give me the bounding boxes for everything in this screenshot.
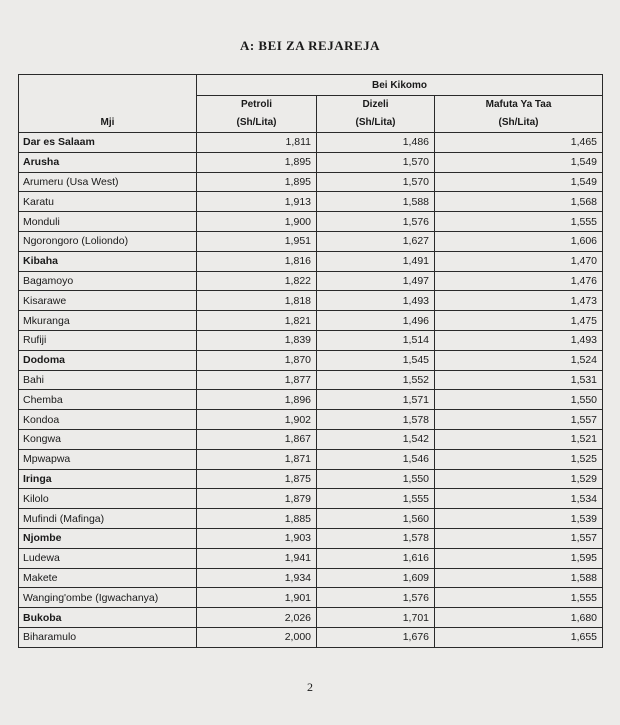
cell-dizeli: 1,514 [317, 330, 435, 350]
cell-mji: Chemba [19, 390, 197, 410]
cell-mji: Ludewa [19, 548, 197, 568]
cell-petroli: 1,903 [197, 528, 317, 548]
column-header-dizeli-label: Dizeli [362, 99, 389, 110]
table-row [19, 588, 603, 608]
cell-mji: Ngorongoro (Loliondo) [19, 231, 197, 251]
price-table-container [18, 74, 602, 648]
cell-mji: Kibaha [19, 251, 197, 271]
page-number: 2 [307, 680, 313, 694]
page-title: A: BEI ZA REJAREJA [239, 38, 381, 53]
cell-dizeli: 1,576 [317, 588, 435, 608]
column-header-mji: Mji [19, 75, 197, 133]
cell-mji: Kondoa [19, 410, 197, 430]
cell-dizeli: 1,560 [317, 509, 435, 529]
cell-mafuta: 1,539 [435, 509, 603, 529]
table-row [19, 311, 603, 331]
table-row [19, 370, 603, 390]
cell-mafuta: 1,473 [435, 291, 603, 311]
cell-mji: Mufindi (Mafinga) [19, 509, 197, 529]
table-row [19, 548, 603, 568]
column-header-dizeli [317, 96, 435, 133]
table-row [19, 192, 603, 212]
cell-petroli: 2,000 [197, 627, 317, 647]
cell-petroli: 1,821 [197, 311, 317, 331]
table-row [19, 133, 603, 153]
table-row [19, 152, 603, 172]
cell-dizeli: 1,497 [317, 271, 435, 291]
cell-mafuta: 1,470 [435, 251, 603, 271]
cell-mafuta: 1,557 [435, 528, 603, 548]
table-body [19, 133, 603, 648]
cell-dizeli: 1,546 [317, 449, 435, 469]
column-header-dizeli-unit: (Sh/Lita) [355, 117, 396, 128]
table-row [19, 350, 603, 370]
cell-dizeli: 1,570 [317, 172, 435, 192]
table-row [19, 469, 603, 489]
cell-dizeli: 1,578 [317, 528, 435, 548]
cell-mafuta: 1,525 [435, 449, 603, 469]
cell-mji: Bukoba [19, 608, 197, 628]
column-header-petroli [197, 96, 317, 133]
cell-petroli: 1,896 [197, 390, 317, 410]
cell-mafuta: 1,493 [435, 330, 603, 350]
cell-dizeli: 1,609 [317, 568, 435, 588]
cell-mafuta: 1,655 [435, 627, 603, 647]
cell-mji: Bahi [19, 370, 197, 390]
cell-mafuta: 1,534 [435, 489, 603, 509]
cell-mji: Dodoma [19, 350, 197, 370]
cell-dizeli: 1,491 [317, 251, 435, 271]
cell-dizeli: 1,542 [317, 429, 435, 449]
cell-dizeli: 1,576 [317, 212, 435, 232]
column-header-petroli-unit: (Sh/Lita) [236, 117, 277, 128]
cell-dizeli: 1,570 [317, 152, 435, 172]
cell-petroli: 1,879 [197, 489, 317, 509]
cell-mji: Dar es Salaam [19, 133, 197, 153]
table-row [19, 271, 603, 291]
cell-mafuta: 1,550 [435, 390, 603, 410]
cell-mji: Mkuranga [19, 311, 197, 331]
cell-mji: Kisarawe [19, 291, 197, 311]
table-row [19, 212, 603, 232]
cell-mafuta: 1,476 [435, 271, 603, 291]
table-row [19, 390, 603, 410]
cell-dizeli: 1,627 [317, 231, 435, 251]
cell-mafuta: 1,529 [435, 469, 603, 489]
cell-mafuta: 1,588 [435, 568, 603, 588]
table-row [19, 251, 603, 271]
cell-petroli: 1,885 [197, 509, 317, 529]
cell-mji: Iringa [19, 469, 197, 489]
cell-mafuta: 1,465 [435, 133, 603, 153]
table-row [19, 608, 603, 628]
cell-mafuta: 1,555 [435, 212, 603, 232]
cell-mji: Njombe [19, 528, 197, 548]
group-header-bei-kikomo: Bei Kikomo [197, 75, 603, 96]
cell-petroli: 2,026 [197, 608, 317, 628]
cell-dizeli: 1,676 [317, 627, 435, 647]
cell-mafuta: 1,680 [435, 608, 603, 628]
table-row [19, 528, 603, 548]
cell-petroli: 1,900 [197, 212, 317, 232]
cell-mji: Mpwapwa [19, 449, 197, 469]
cell-mji: Arumeru (Usa West) [19, 172, 197, 192]
cell-petroli: 1,895 [197, 152, 317, 172]
cell-mji: Arusha [19, 152, 197, 172]
cell-petroli: 1,871 [197, 449, 317, 469]
cell-dizeli: 1,571 [317, 390, 435, 410]
cell-petroli: 1,816 [197, 251, 317, 271]
table-row [19, 429, 603, 449]
cell-mji: Kongwa [19, 429, 197, 449]
cell-petroli: 1,818 [197, 291, 317, 311]
cell-petroli: 1,902 [197, 410, 317, 430]
cell-dizeli: 1,493 [317, 291, 435, 311]
cell-dizeli: 1,555 [317, 489, 435, 509]
column-header-mafuta-unit: (Sh/Lita) [498, 117, 539, 128]
table-row [19, 627, 603, 647]
cell-petroli: 1,913 [197, 192, 317, 212]
cell-mafuta: 1,606 [435, 231, 603, 251]
cell-mafuta: 1,531 [435, 370, 603, 390]
table-row [19, 231, 603, 251]
cell-mji: Makete [19, 568, 197, 588]
cell-petroli: 1,951 [197, 231, 317, 251]
cell-dizeli: 1,552 [317, 370, 435, 390]
cell-mafuta: 1,524 [435, 350, 603, 370]
cell-petroli: 1,941 [197, 548, 317, 568]
cell-mji: Wanging'ombe (Igwachanya) [19, 588, 197, 608]
cell-petroli: 1,870 [197, 350, 317, 370]
cell-dizeli: 1,496 [317, 311, 435, 331]
cell-mji: Kilolo [19, 489, 197, 509]
cell-mafuta: 1,549 [435, 152, 603, 172]
cell-dizeli: 1,486 [317, 133, 435, 153]
cell-petroli: 1,822 [197, 271, 317, 291]
table-row [19, 449, 603, 469]
cell-petroli: 1,875 [197, 469, 317, 489]
table-row [19, 568, 603, 588]
cell-dizeli: 1,578 [317, 410, 435, 430]
cell-dizeli: 1,616 [317, 548, 435, 568]
cell-petroli: 1,895 [197, 172, 317, 192]
table-row [19, 509, 603, 529]
cell-mji: Karatu [19, 192, 197, 212]
column-header-petroli-label: Petroli [240, 99, 273, 110]
cell-mafuta: 1,555 [435, 588, 603, 608]
table-row [19, 330, 603, 350]
cell-mji: Bagamoyo [19, 271, 197, 291]
cell-petroli: 1,901 [197, 588, 317, 608]
cell-dizeli: 1,550 [317, 469, 435, 489]
cell-mafuta: 1,595 [435, 548, 603, 568]
cell-mafuta: 1,549 [435, 172, 603, 192]
cell-mafuta: 1,521 [435, 429, 603, 449]
column-header-mafuta-label: Mafuta Ya Taa [485, 99, 552, 110]
cell-mji: Biharamulo [19, 627, 197, 647]
cell-petroli: 1,934 [197, 568, 317, 588]
price-table [18, 74, 603, 648]
cell-mafuta: 1,475 [435, 311, 603, 331]
table-row [19, 489, 603, 509]
cell-dizeli: 1,588 [317, 192, 435, 212]
table-row [19, 410, 603, 430]
cell-mafuta: 1,557 [435, 410, 603, 430]
cell-mji: Monduli [19, 212, 197, 232]
cell-petroli: 1,877 [197, 370, 317, 390]
column-header-mafuta-ya-taa [435, 96, 603, 133]
cell-mji: Rufiji [19, 330, 197, 350]
cell-dizeli: 1,545 [317, 350, 435, 370]
table-row [19, 291, 603, 311]
table-row [19, 172, 603, 192]
cell-dizeli: 1,701 [317, 608, 435, 628]
cell-petroli: 1,811 [197, 133, 317, 153]
cell-mafuta: 1,568 [435, 192, 603, 212]
cell-petroli: 1,839 [197, 330, 317, 350]
cell-petroli: 1,867 [197, 429, 317, 449]
